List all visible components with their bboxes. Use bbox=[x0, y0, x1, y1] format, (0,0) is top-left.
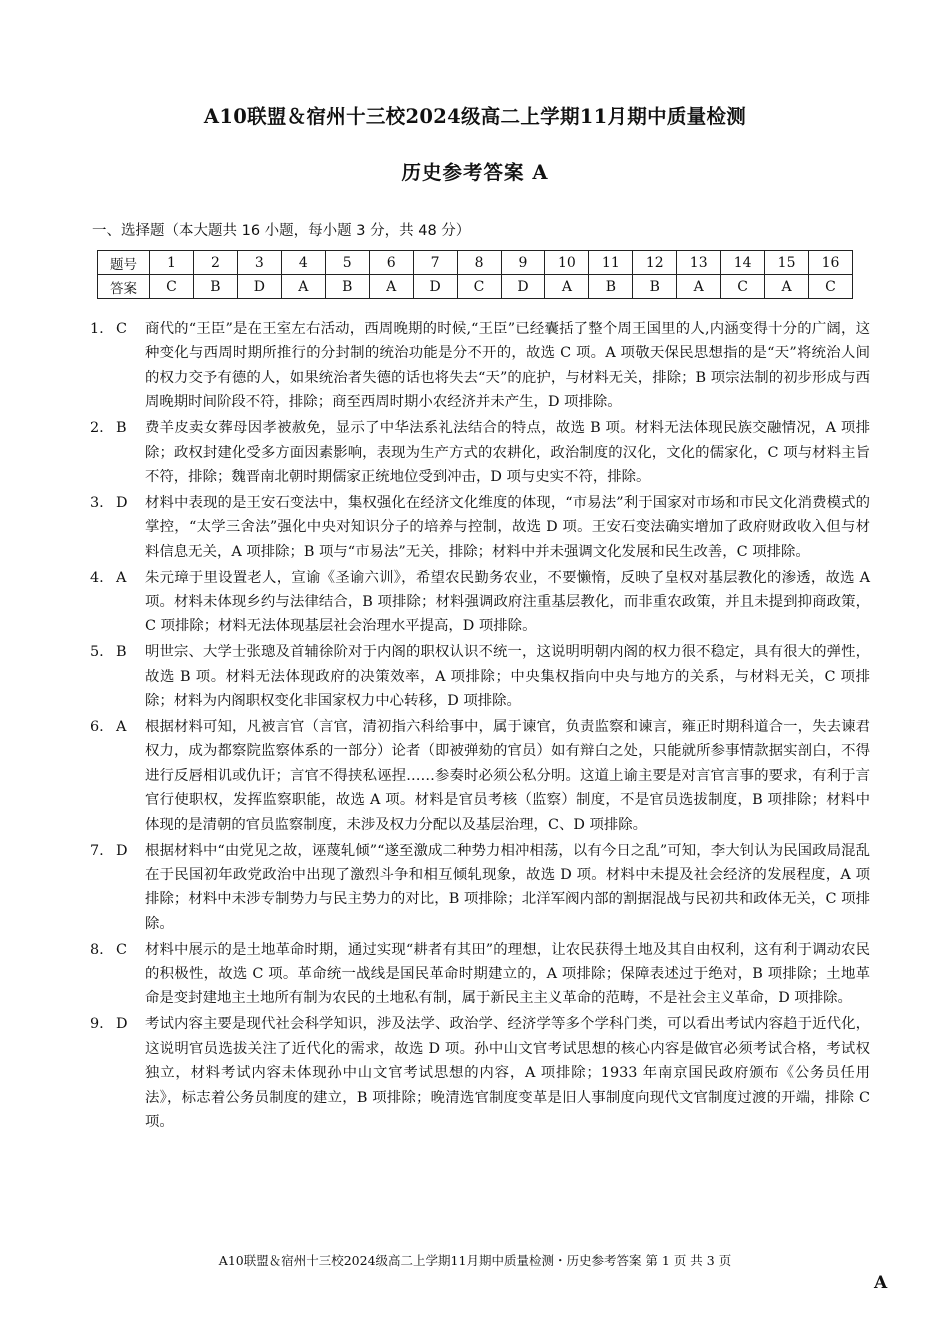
explanation-item bbox=[90, 715, 870, 837]
item-text: 明世宗、大学士张璁及首辅徐阶对于内阁的职权认识不统一，这说明明朝内阁的权力很不稳定，具有很大的弹性，故选 B 项。材料无法体现政府的决策效率，A 项排除；中央集权指向中央与地方的关系，与材料无关，C 项排除；材料为内阁职权变化非国家权力中心转移，D 项排除。 bbox=[145, 644, 870, 710]
table-cell: 10 bbox=[545, 251, 589, 275]
table-cell: B bbox=[325, 275, 369, 299]
version-mark: A bbox=[874, 1273, 888, 1293]
item-number: 9. bbox=[90, 1016, 104, 1033]
explanation-item bbox=[90, 416, 870, 489]
row-label-number: 题号 bbox=[98, 251, 150, 275]
table-cell: 6 bbox=[369, 251, 413, 275]
item-answer: B bbox=[116, 644, 127, 661]
page-footer: A10联盟＆宿州十三校2024级高二上学期11月期中质量检测・历史参考答案 第 1 页 共 3 页 bbox=[218, 1253, 732, 1268]
table-cell: C bbox=[721, 275, 765, 299]
item-text: 根据材料可知，凡被言官（言官，清初指六科给事中，属于谏官，负责监察和谏言，雍正时期科道合一，失去谏君权力，成为都察院监察体系的一部分）论者（即被弹劾的官员）如有辩白之处，只能就所参事情款据实剖白，不得进行反唇相讥或仇讦；言官不得挟私诬捏……参奏时必须公私分明。这道上谕主要是对言官言事的要求，有利于言官行使职权，发挥监察职能，故选 A 项。材料是官员考核（监察）制度，不是官员选拔制度，B 项排除；材料中体现的是清朝的官员监察制度，未涉及权力分配以及基层治理，C、D 项排除。 bbox=[145, 719, 870, 833]
document-subtitle: 历史参考答案 A bbox=[401, 161, 549, 184]
table-cell: D bbox=[237, 275, 281, 299]
table-cell: 8 bbox=[457, 251, 501, 275]
item-text: 考试内容主要是现代社会科学知识，涉及法学、政治学、经济学等多个学科门类，可以看出考试内容趋于近代化，这说明官员选拔关注了近代化的需求，故选 D 项。孙中山文官考试思想的核心内容是做官必须考试合格，考试权独立，材料考试内容未体现孙中山文官考试思想的内容，A 项排除；1933 年南京国民政府颁布《公务员任用法》，标志着公务员制度的建立，B 项排除；晚清选官制度变革是旧人事制度向现代文官制度过渡的开端，排除 C 项。 bbox=[145, 1016, 870, 1130]
table-cell: B bbox=[633, 275, 677, 299]
table-cell: 13 bbox=[677, 251, 721, 275]
table-cell: D bbox=[501, 275, 545, 299]
item-number: 2. bbox=[90, 420, 104, 437]
table-cell: A bbox=[677, 275, 721, 299]
explanation-list bbox=[90, 317, 870, 1136]
explanation-item bbox=[90, 1012, 870, 1134]
answer-row bbox=[98, 275, 853, 299]
table-cell: 7 bbox=[413, 251, 457, 275]
table-cell: 1 bbox=[150, 251, 194, 275]
explanation-item bbox=[90, 317, 870, 415]
item-number: 5. bbox=[90, 644, 104, 661]
table-cell: 14 bbox=[721, 251, 765, 275]
item-text: 材料中表现的是王安石变法中，集权强化在经济文化维度的体现，“市易法”利于国家对市场和市民文化消费模式的掌控，“太学三舍法”强化中央对知识分子的培养与控制，故选 D 项。王安石变法确实增加了政府财政收入但与材料信息无关，A 项排除；B 项与“市易法”无关，排除；材料中并未强调文化发展和民生改善，C 项排除。 bbox=[145, 494, 870, 560]
section-heading: 一、选择题（本大题共 16 小题，每小题 3 分，共 48 分） bbox=[92, 223, 471, 239]
table-cell: 15 bbox=[765, 251, 809, 275]
table-cell: C bbox=[457, 275, 501, 299]
explanation-item bbox=[90, 640, 870, 713]
explanation-item bbox=[90, 938, 870, 1011]
row-label-answer: 答案 bbox=[98, 275, 150, 299]
item-number: 4. bbox=[90, 569, 104, 586]
item-answer: D bbox=[116, 1016, 128, 1033]
table-cell: 11 bbox=[589, 251, 633, 275]
explanation-item bbox=[90, 491, 870, 564]
table-cell: 5 bbox=[325, 251, 369, 275]
table-cell: 2 bbox=[193, 251, 237, 275]
table-cell: B bbox=[193, 275, 237, 299]
item-answer: C bbox=[116, 321, 128, 337]
item-number: 6. bbox=[90, 719, 104, 735]
table-cell: 3 bbox=[237, 251, 281, 275]
item-number: 7. bbox=[90, 842, 104, 859]
item-text: 费羊皮卖女葬母因孝被赦免，显示了中华法系礼法结合的特点，故选 B 项。材料无法体现民族交融情况，A 项排除；政权封建化受多方面因素影响，表现为生产方式的农耕化，政治制度的汉化，文化的儒家化，C 项与材料主旨不符，排除；魏晋南北朝时期儒家正统地位受到冲击，D 项与史实不符，排除。 bbox=[145, 420, 870, 485]
item-number: 1. bbox=[90, 321, 104, 337]
item-answer: C bbox=[116, 941, 128, 958]
table-cell: A bbox=[765, 275, 809, 299]
item-answer: D bbox=[116, 842, 128, 859]
item-answer: A bbox=[116, 719, 127, 735]
question-number-row bbox=[98, 251, 853, 275]
table-cell: 12 bbox=[633, 251, 677, 275]
table-cell: C bbox=[150, 275, 194, 299]
table-cell: A bbox=[281, 275, 325, 299]
item-text: 朱元璋于里设置老人，宣谕《圣谕六训》，希望农民勤务农业，不要懒惰，反映了皇权对基层教化的渗透，故选 A 项。材料未体现乡约与法律结合，B 项排除；材料强调政府注重基层教化，而非重农政策，并且未提到抑商政策，C 项排除；材料无法体现基层社会治理水平提高，D 项排除。 bbox=[145, 569, 870, 635]
item-answer: B bbox=[116, 420, 127, 437]
answer-table bbox=[97, 250, 853, 299]
item-number: 8. bbox=[90, 941, 104, 958]
item-number: 3. bbox=[90, 494, 104, 511]
item-answer: A bbox=[116, 569, 127, 586]
table-cell: A bbox=[545, 275, 589, 299]
item-text: 材料中展示的是土地革命时期，通过实现“耕者有其田”的理想，让农民获得土地及其自由权利，这有利于调动农民的积极性，故选 C 项。革命统一战线是国民革命时期建立的，A 项排除；保障表述过于绝对，B 项排除；土地革命是变封建地主土地所有制为农民的土地私有制，属于新民主主义革命的范畴，不是社会主义革命，D 项排除。 bbox=[145, 941, 870, 1007]
explanation-item bbox=[90, 566, 870, 639]
explanation-item bbox=[90, 839, 870, 937]
item-text: 根据材料中“由党见之故，诬蔑轧倾”“遂至激成二种势力相冲相荡，以有今日之乱”可知，李大钊认为民国政局混乱在于民国初年政党政治中出现了激烈斗争和相互倾轧现象，故选 D 项。材料中未提及社会经济的发展程度，A 项排除；材料中未涉专制势力与民主势力的对比，B 项排除；北洋军阀内部的割据混战与民初共和政体无关，C 项排除。 bbox=[145, 842, 870, 932]
item-answer: D bbox=[116, 494, 128, 511]
table-cell: D bbox=[413, 275, 457, 299]
item-text: 商代的“王臣”是在王室左右活动，西周晚期的时候,“王臣”已经囊括了整个周王国里的人,内涵变得十分的广阔，这种变化与西周时期所推行的分封制的统治功能是分不开的，故选 C 项。A 项敬天保民思想指的是“天”将统治人间的权力交予有德的人，如果统治者失德的话也将失去“天”的庇护，与材料无关，排除；B 项宗法制的初步形成与西周晚期时间阶段不符，排除；商至西周时期小农经济并未产生，D 项排除。 bbox=[145, 321, 871, 411]
table-cell: 16 bbox=[809, 251, 853, 275]
table-cell: 4 bbox=[281, 251, 325, 275]
table-cell: B bbox=[589, 275, 633, 299]
table-cell: 9 bbox=[501, 251, 545, 275]
document-title: A10联盟＆宿州十三校2024级高二上学期11月期中质量检测 bbox=[203, 105, 747, 128]
table-cell: A bbox=[369, 275, 413, 299]
table-cell: C bbox=[809, 275, 853, 299]
